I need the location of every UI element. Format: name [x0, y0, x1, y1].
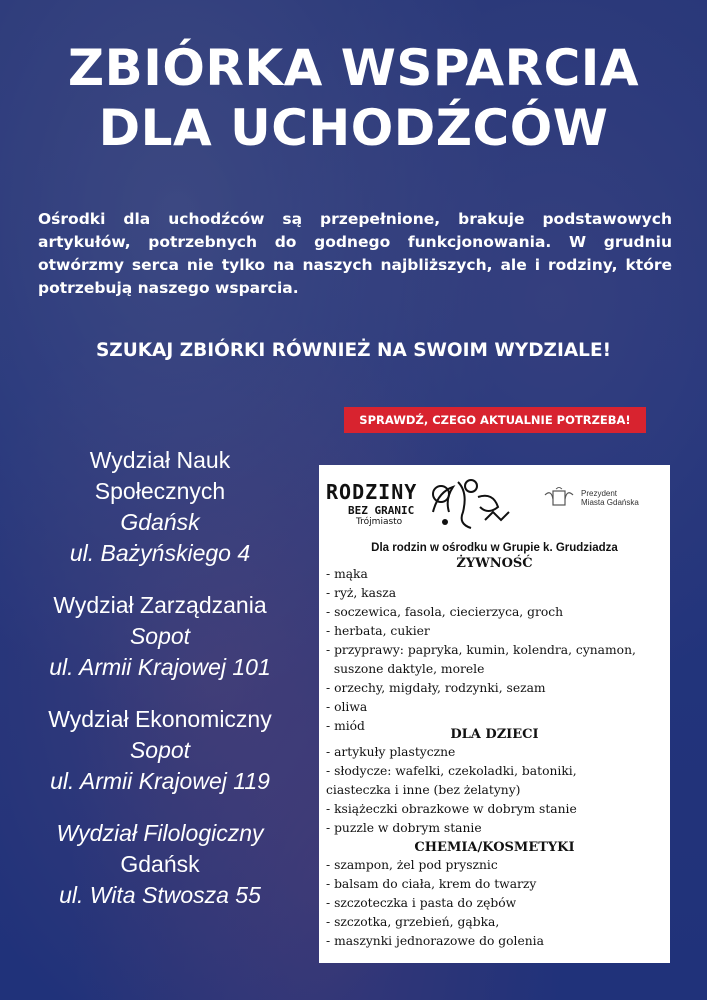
faculty-address: ul. Armii Krajowej 119: [50, 768, 270, 794]
faculty-item: [20, 445, 300, 569]
faculty-city: Sopot: [129, 623, 191, 649]
faculty-name-cont: Społecznych: [94, 478, 226, 504]
logo-city-text: Trójmiasto: [356, 517, 403, 527]
faculty-address: ul. Wita Stwosza 55: [59, 882, 261, 908]
president-logo-text: [581, 489, 639, 507]
faculty-item: [20, 590, 300, 683]
card-header: Dla rodzin w ośrodku w Grupie k. Grudziadza: [371, 542, 618, 554]
faculty-name: Wydział Nauk: [89, 447, 231, 473]
logo-sub-text: BEZ GRANIC: [348, 504, 415, 517]
section-kids-heading: DLA DZIECI: [450, 727, 539, 742]
crest-icon: [541, 487, 577, 509]
president-line-2: Miasta Gdańska: [581, 498, 639, 507]
president-line-1: Prezydent: [581, 489, 618, 498]
intro-text: Ośrodki dla uchodźców są przepełnione, brakuje podstawowych artykułów, potrzebnych do godnego funkcjonowania. W grudniu otwórzmy serca nie tylko na naszych najbliższych, ale i rodziny, które potrzebują naszego wsparcia.: [38, 210, 672, 297]
faculty-city: Sopot: [129, 737, 191, 763]
faculty-city: Gdańsk: [120, 851, 200, 877]
cta-heading: SZUKAJ ZBIÓRKI RÓWNIEŻ NA SWOIM WYDZIALE!: [95, 340, 612, 361]
faculty-name: Wydział Zarządzania: [53, 592, 267, 618]
logo-main-text: RODZINY: [326, 480, 418, 504]
faculty-list: [20, 445, 300, 932]
rodziny-logo: [326, 480, 417, 527]
section-chem-heading: CHEMIA/KOSMETYKI: [414, 840, 575, 855]
kids-list: - artykuły plastyczne - słodycze: wafelki, czekoladki, batoniki, ciasteczka i inne (bez żelatyny) - książeczki obrazkowe w dobrym stanie - puzzle w dobrym stanie: [326, 745, 577, 835]
title-line-2: DLA UCHODŹCÓW: [98, 99, 609, 157]
faculty-item: [20, 704, 300, 797]
faculty-name: Wydział Ekonomiczny: [48, 706, 272, 732]
faculty-city: Gdańsk: [120, 509, 200, 535]
section-food-heading: ŻYWNOŚĆ: [456, 556, 533, 571]
faculty-address: ul. Bażyńskiego 4: [69, 540, 251, 566]
needs-list-card: [319, 465, 670, 963]
faculty-item: [20, 818, 300, 911]
poster-title: [0, 38, 707, 158]
food-list: - mąka - ryż, kasza - soczewica, fasola, ciecierzyca, groch - herbata, cukier - przyprawy: papryka, kumin, kolendra, cynamon, suszone daktyle, morele - orzechy, migdały, rodzynki, sezam - oliwa - miód: [326, 567, 636, 733]
logo-flowers-icon: [423, 472, 513, 532]
faculty-name: Wydział Filologiczny: [56, 820, 264, 846]
chem-list: - szampon, żel pod prysznic - balsam do ciała, krem do twarzy - szczoteczka i pasta do zębów - szczotka, grzebień, gąbka, - maszynki jednorazowe do golenia: [326, 858, 544, 948]
title-line-1: ZBIÓRKA WSPARCIA: [67, 39, 640, 97]
faculty-address: ul. Armii Krajowej 101: [49, 654, 271, 680]
check-needs-button[interactable]: SPRAWDŹ, CZEGO AKTUALNIE POTRZEBA!: [344, 407, 646, 433]
